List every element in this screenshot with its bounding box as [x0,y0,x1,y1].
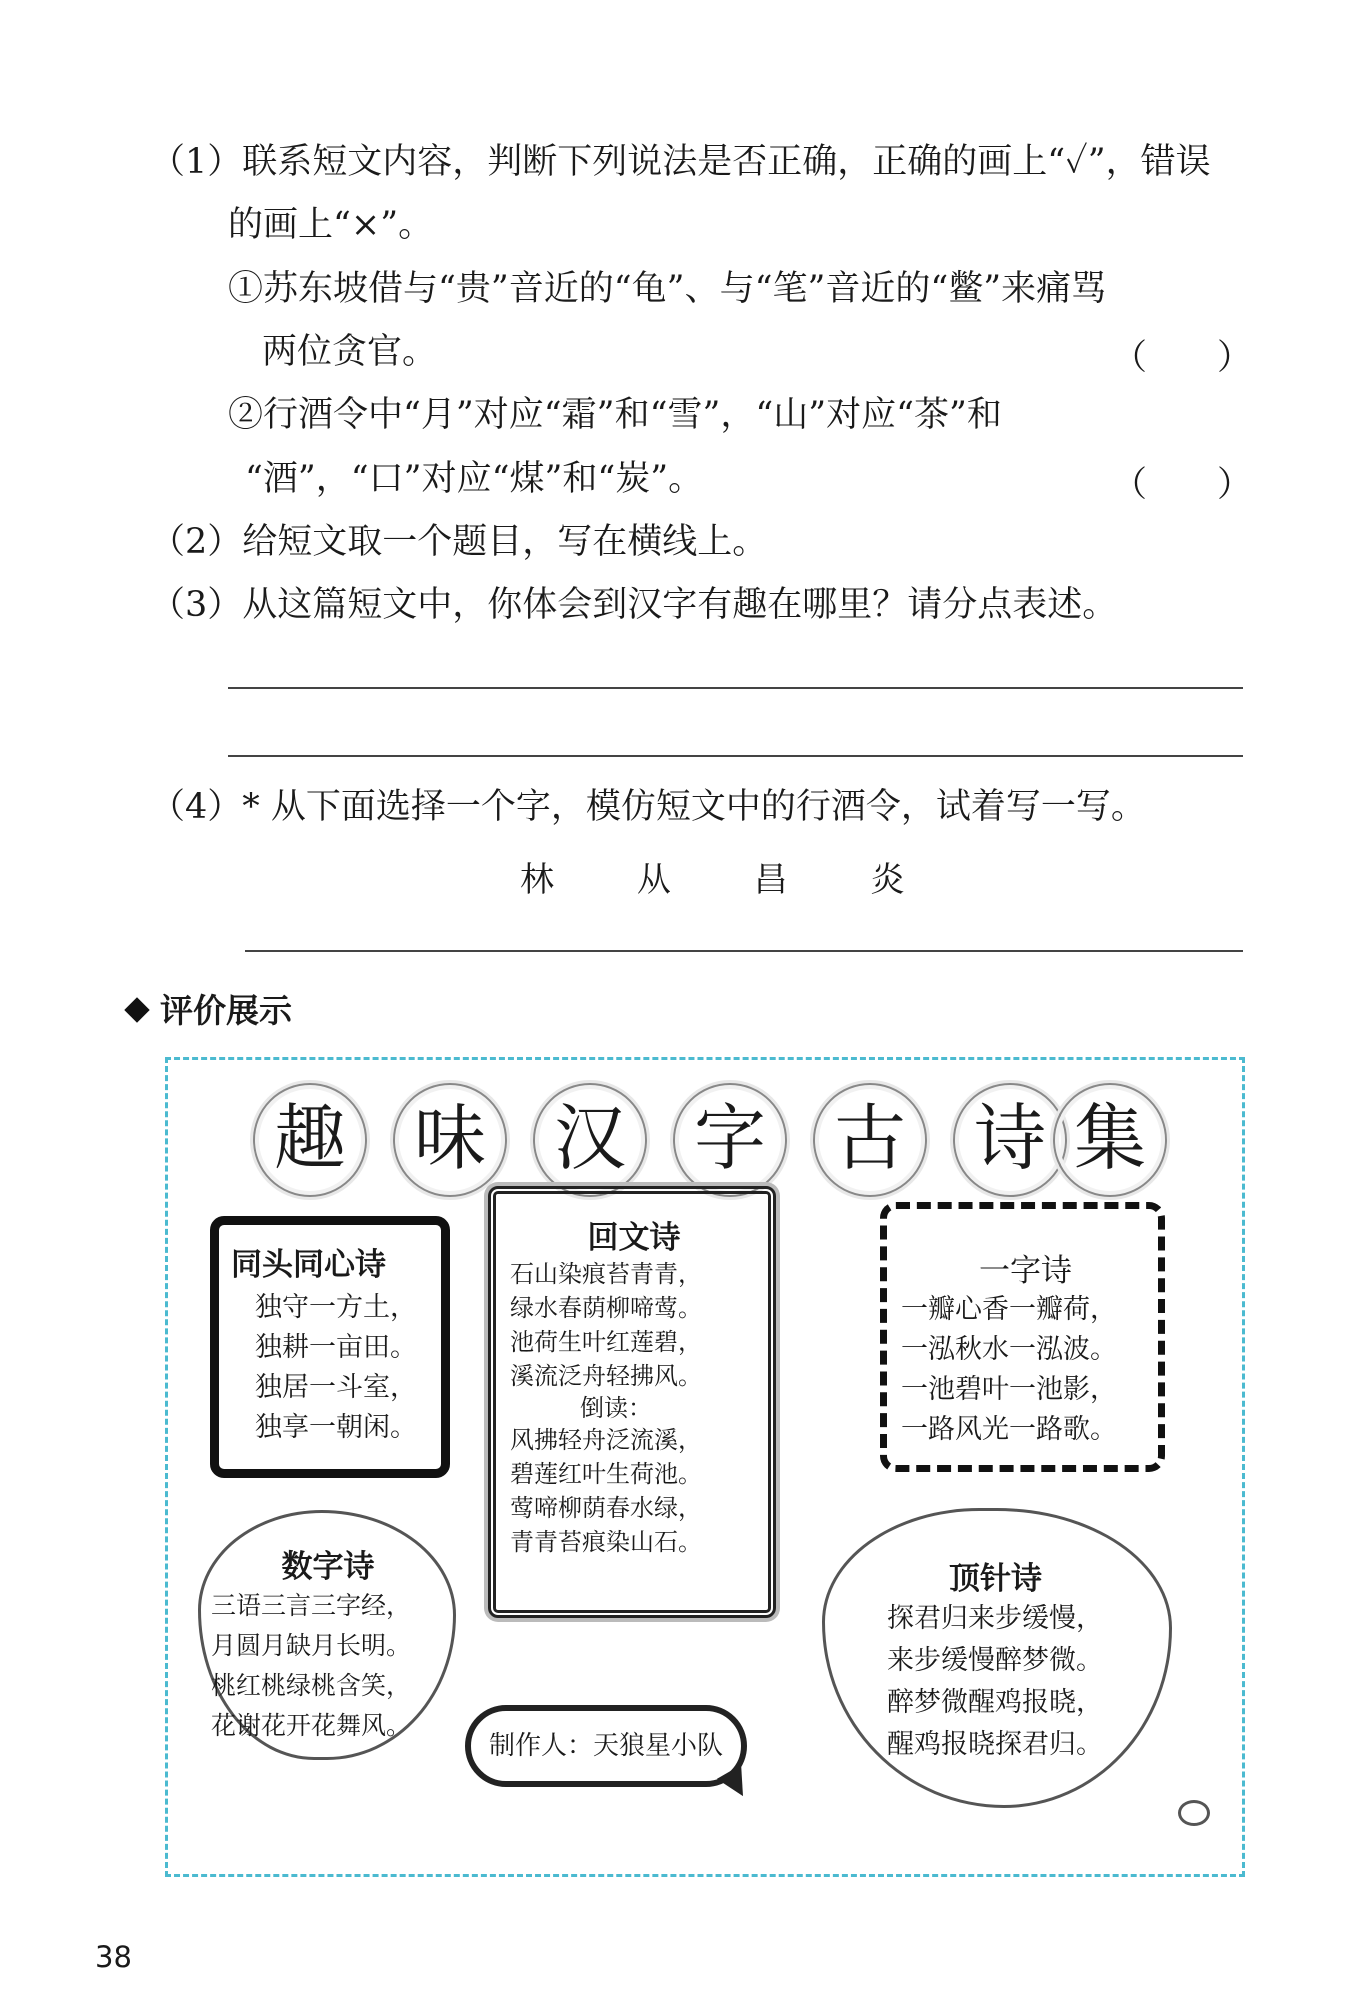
q4-text: （4）* 从下面选择一个字，模仿短文中的行酒令，试着写一写。 [150,787,1146,827]
reverse-read-label: 倒读： [580,1394,652,1422]
poem-line: 一池碧叶一池影， [901,1374,1117,1405]
poem-line: 池荷生叶红莲碧， [510,1328,702,1356]
huiwen-poem-box [488,1186,776,1618]
dingzhen-poem-title: 顶针诗 [949,1561,1042,1597]
yizi-poem-box [880,1202,1165,1472]
char-choice: 昌 [753,860,788,900]
shuzi-poem-title: 数字诗 [281,1549,375,1585]
char-choice: 炎 [870,860,905,900]
q2-text: （2）给短文取一个题目，写在横线上。 [150,522,768,562]
q1-item1-line1: ①苏东坡借与“贵”音近的“龟”、与“笔”音近的“鳖”来痛骂 [228,269,1107,309]
poster-title-char: 字 [673,1083,787,1197]
cloud-tail-circle [1178,1800,1210,1826]
char-choice: 林 [520,860,554,900]
poem-line: 碧莲红叶生荷池。 [510,1460,702,1488]
poem-line: 独享一朝闲。 [255,1412,417,1443]
huiwen-poem-title: 回文诗 [587,1220,681,1256]
q1-item2-line2: “酒”，“口”对应“煤”和“炭”。 [245,459,704,499]
poem-line: 一泓秋水一泓波。 [901,1334,1117,1365]
poem-line: 独居一斗室， [255,1372,417,1403]
poem-line: 月圆月缺月长明。 [211,1631,412,1660]
poem-line: 三语三言三字经， [211,1591,412,1620]
poem-line: 桃红桃绿桃含笑， [211,1671,412,1700]
poster-title-char: 古 [813,1083,927,1197]
poem-line: 一瓣心香一瓣荷， [901,1294,1117,1325]
answer-paren-1[interactable]: （ ） [1112,338,1253,378]
poem-line: 醉梦微醒鸡报晓， [887,1687,1103,1718]
poem-line: 独耕一亩田。 [255,1332,417,1363]
tongtou-poem-box [210,1216,450,1478]
poster-title-char: 集 [1053,1083,1167,1197]
maker-text: 制作人：天狼星小队 [488,1731,723,1761]
poem-line: 溪流泛舟轻拂风。 [510,1362,702,1390]
answer-line-3[interactable] [245,950,1243,952]
char-choice: 从 [636,860,671,900]
answer-paren-2[interactable]: （ ） [1112,465,1253,505]
poem-line: 莺啼柳荫春水绿， [510,1494,702,1522]
poem-line: 风拂轻舟泛流溪， [510,1426,702,1454]
poem-line: 花谢花开花舞风。 [211,1711,412,1740]
poem-line: 探君归来步缓慢， [887,1603,1103,1634]
section-title: 评价展示 [160,991,292,1030]
page-number: 38 [95,1940,132,1974]
maker-bubble [465,1705,747,1787]
tongtou-poem-title: 同头同心诗 [231,1247,386,1283]
q1-line1: （1）联系短文内容，判断下列说法是否正确，正确的画上“✓”，错误 [150,142,1211,182]
poster-title-char: 趣 [253,1083,367,1197]
poster-title-char: 汉 [533,1083,647,1197]
yizi-poem-title: 一字诗 [979,1253,1072,1289]
poem-line: 一路风光一路歌。 [901,1414,1117,1445]
q1-item2-line1: ②行酒令中“月”对应“霜”和“雪”，“山”对应“茶”和 [228,395,1002,435]
poem-line: 石山染痕苔青青， [510,1260,702,1288]
poem-line: 青青苔痕染山石。 [510,1528,702,1556]
poem-line: 来步缓慢醉梦微。 [887,1645,1103,1676]
section-header [128,985,292,1032]
shuzi-poem-cloud [198,1510,456,1760]
poem-line: 绿水春荫柳啼莺。 [510,1294,702,1322]
q1-line2: 的画上“×”。 [228,205,434,245]
poem-line: 独守一方土， [255,1292,417,1323]
answer-line-2[interactable] [228,755,1243,757]
q3-text: （3）从这篇短文中，你体会到汉字有趣在哪里？请分点表述。 [150,585,1118,625]
character-choices [520,852,976,901]
diamond-icon [124,997,149,1022]
poster-title-char: 诗 [953,1083,1067,1197]
poster-title-char: 味 [393,1083,507,1197]
answer-line-1[interactable] [228,687,1243,689]
poem-line: 醒鸡报晓探君归。 [887,1729,1103,1760]
q1-item1-line2: 两位贪官。 [262,332,438,372]
